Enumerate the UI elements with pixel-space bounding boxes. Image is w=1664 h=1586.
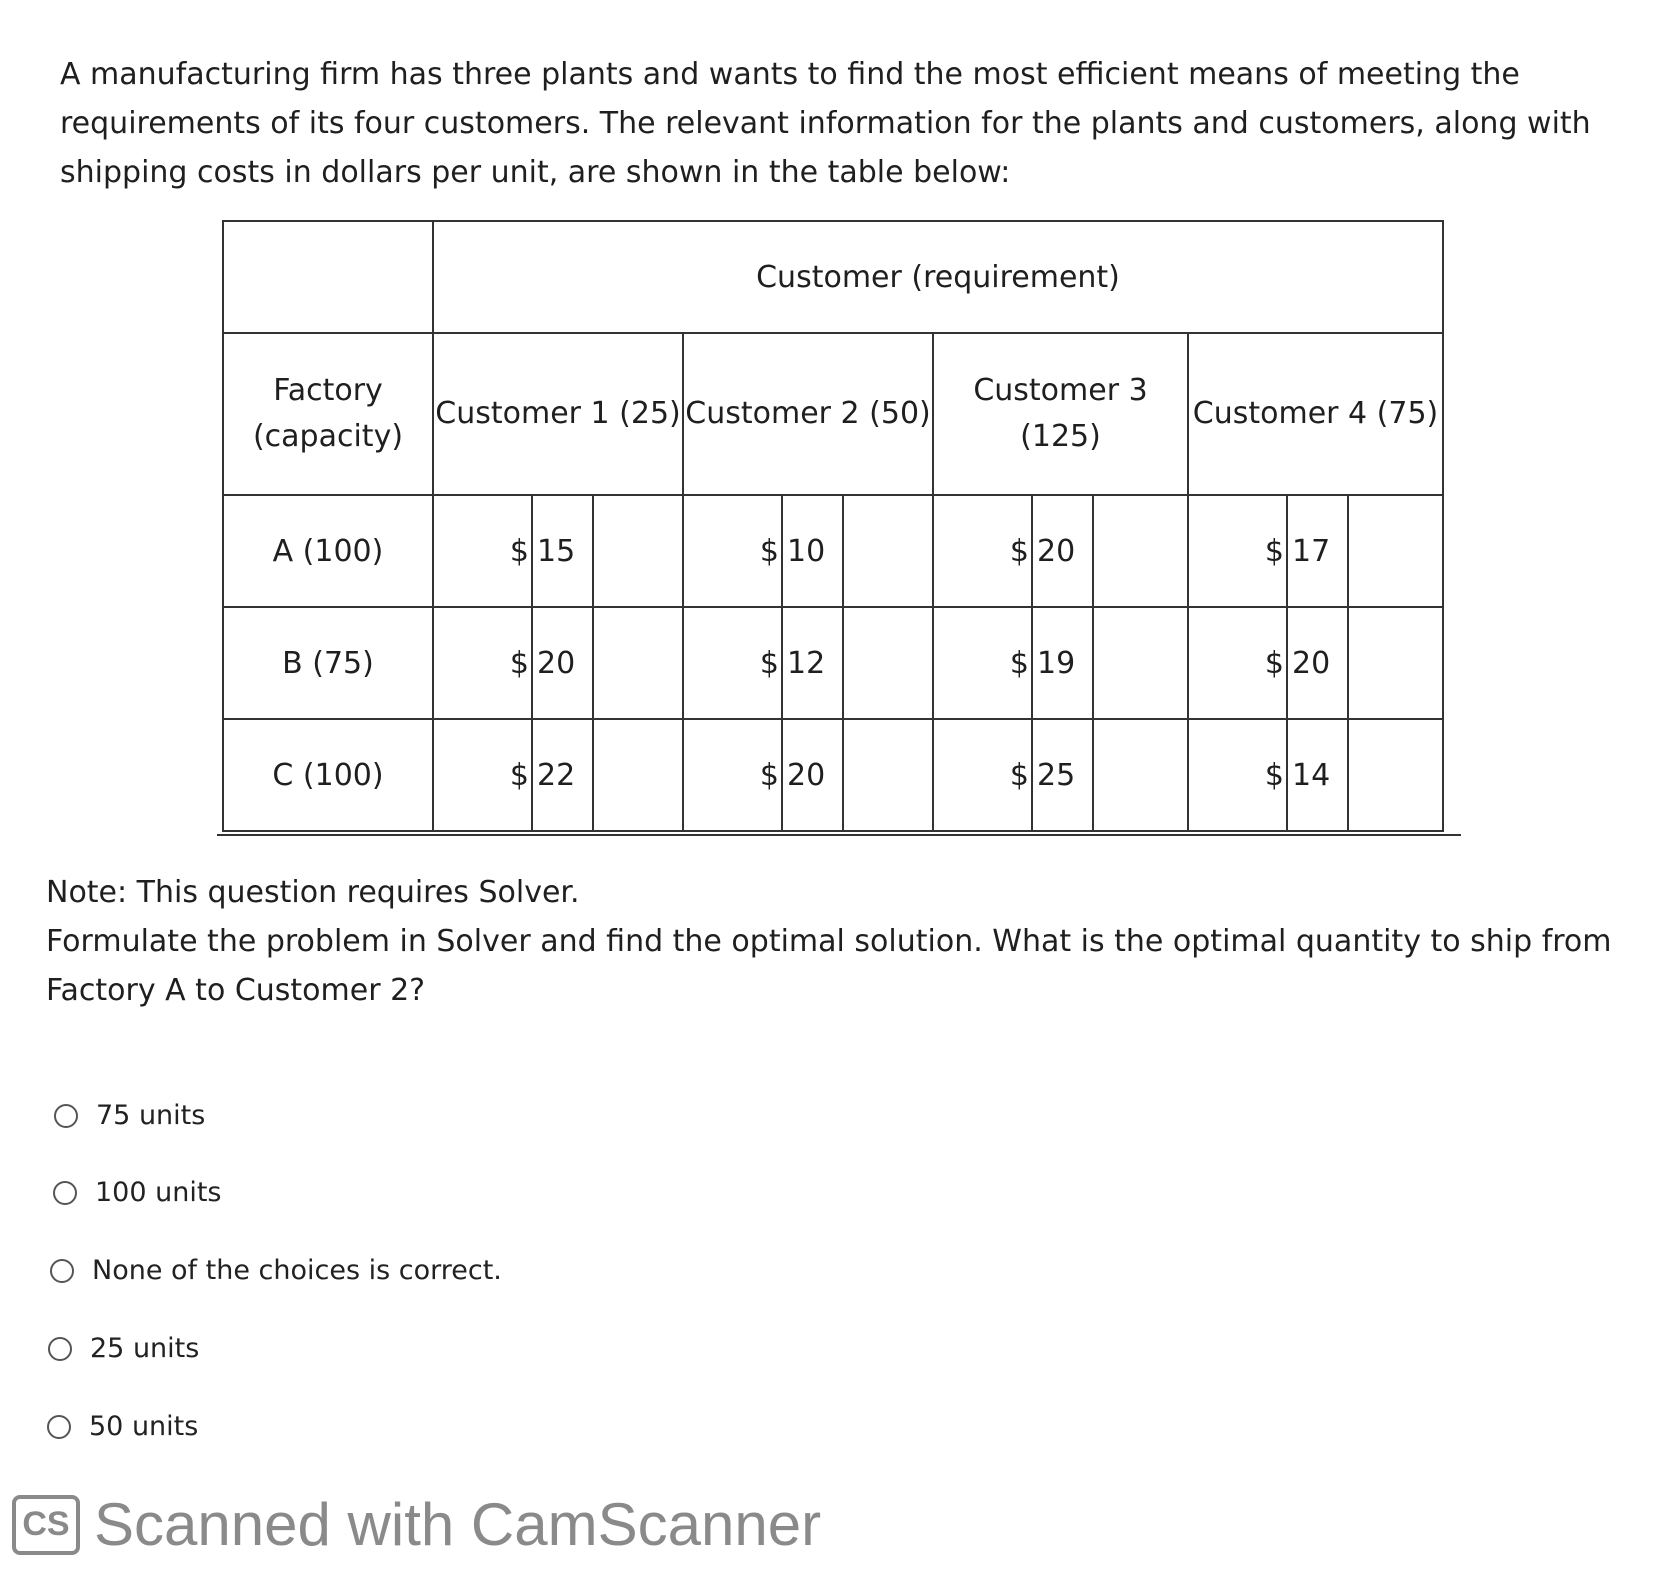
currency-symbol: $ [684, 720, 783, 830]
camscanner-watermark [12, 1490, 821, 1559]
cost-value: 20 [533, 608, 594, 718]
cost-cell [1188, 495, 1443, 607]
radio-icon[interactable] [54, 1104, 78, 1128]
radio-icon[interactable] [53, 1181, 77, 1205]
customer-header: Customer 2 (50) [683, 333, 933, 495]
table-row [223, 495, 1443, 607]
cost-value: 14 [1288, 720, 1349, 830]
currency-symbol: $ [934, 720, 1033, 830]
answer-option[interactable] [53, 1177, 222, 1208]
cost-cell [1188, 719, 1443, 831]
customer-header: Customer 3 (125) [933, 333, 1188, 495]
cost-cell [433, 607, 683, 719]
cost-value: 20 [1033, 496, 1094, 606]
currency-symbol: $ [434, 608, 533, 718]
table-bottom-rule [217, 834, 1461, 836]
currency-symbol: $ [1189, 608, 1288, 718]
cost-cell [433, 719, 683, 831]
customer-header: Customer 4 (75) [1188, 333, 1443, 495]
corner-cell [223, 221, 433, 333]
currency-symbol: $ [934, 496, 1033, 606]
cost-value: 17 [1288, 496, 1349, 606]
currency-symbol: $ [684, 608, 783, 718]
cost-value: 10 [783, 496, 844, 606]
factory-header: Factory (capacity) [223, 333, 433, 495]
answer-option-label: 25 units [90, 1333, 200, 1364]
answer-option[interactable] [47, 1411, 198, 1442]
cost-value: 15 [533, 496, 594, 606]
question-prompt: Formulate the problem in Solver and find the optimal solution. What is the optimal quantity to ship from Factory A to Customer 2? [46, 924, 1612, 1008]
solver-note: Note: This question requires Solver. [46, 875, 580, 910]
cost-value: 25 [1033, 720, 1094, 830]
radio-icon[interactable] [50, 1259, 74, 1283]
cost-cell [433, 495, 683, 607]
table-row [223, 719, 1443, 831]
answer-option-label: 75 units [96, 1100, 206, 1131]
currency-symbol: $ [434, 720, 533, 830]
cost-cell [683, 719, 933, 831]
cost-cell [933, 607, 1188, 719]
factory-label: B (75) [223, 607, 433, 719]
cost-cell [1188, 607, 1443, 719]
radio-icon[interactable] [48, 1337, 72, 1361]
cost-cell [683, 607, 933, 719]
currency-symbol: $ [1189, 720, 1288, 830]
question-intro: A manufacturing firm has three plants and wants to find the most efficient means of meeting the requirements of its four customers. The relevant information for the plants and customers, along with shipping costs in dollars per unit, are shown in the table below: [60, 57, 1591, 190]
cost-value: 20 [783, 720, 844, 830]
currency-symbol: $ [934, 608, 1033, 718]
cost-value: 22 [533, 720, 594, 830]
answer-option-label: 50 units [89, 1411, 199, 1442]
currency-symbol: $ [434, 496, 533, 606]
watermark-text: Scanned with CamScanner [94, 1491, 822, 1558]
cost-cell [933, 495, 1188, 607]
answer-option-label: 100 units [95, 1177, 222, 1208]
cost-table [222, 220, 1444, 832]
cost-cell [683, 495, 933, 607]
cost-value: 20 [1288, 608, 1349, 718]
customer-group-header: Customer (requirement) [433, 221, 1443, 333]
table-row [223, 607, 1443, 719]
cost-value: 12 [783, 608, 844, 718]
answer-option[interactable] [54, 1100, 205, 1131]
answer-option[interactable] [50, 1255, 502, 1286]
currency-symbol: $ [684, 496, 783, 606]
currency-symbol: $ [1189, 496, 1288, 606]
radio-icon[interactable] [47, 1415, 71, 1439]
customer-header: Customer 1 (25) [433, 333, 683, 495]
cost-value: 19 [1033, 608, 1094, 718]
cost-cell [933, 719, 1188, 831]
answer-option[interactable] [48, 1333, 199, 1364]
answer-option-label: None of the choices is correct. [92, 1255, 502, 1286]
question-note [46, 868, 1636, 1015]
factory-label: A (100) [223, 495, 433, 607]
factory-label: C (100) [223, 719, 433, 831]
camscanner-logo-icon: CS [12, 1495, 80, 1555]
